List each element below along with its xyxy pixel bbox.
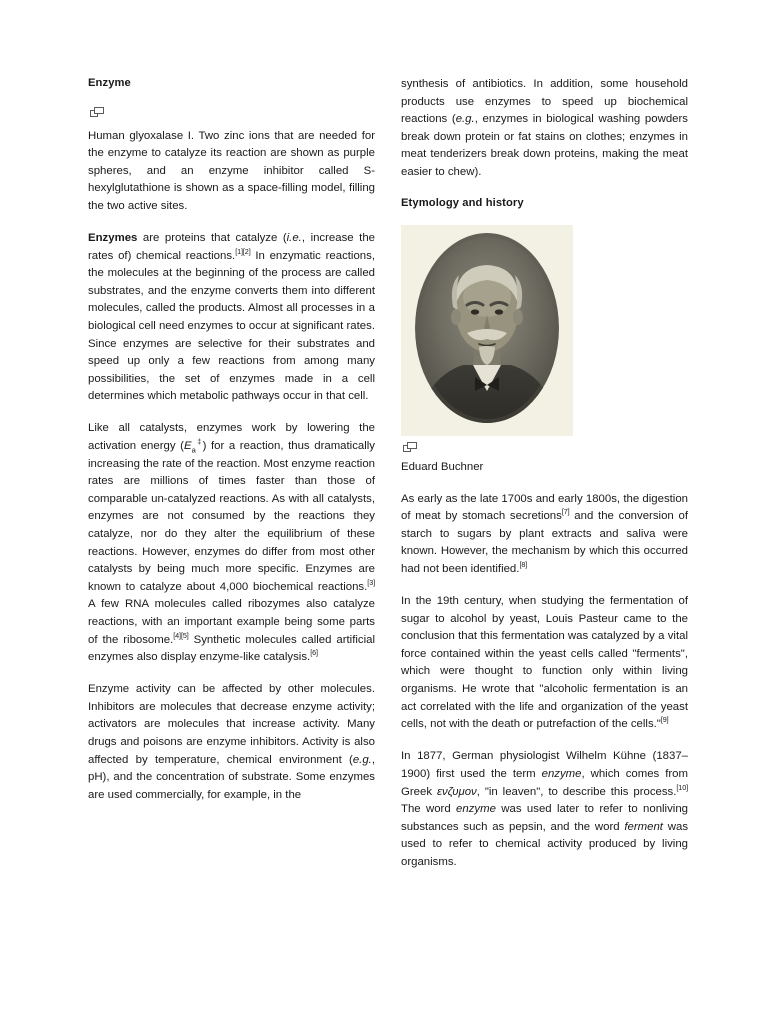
text-run: In enzymatic reactions, the molecules at the beginning of the process are called substrates, and the enzyme converts them into different molecules, called the products. Almost all processes in a biological cell need enzymes to occur at significant rates. Since enzymes are selective for their substrates and speed up only a few reactions from among many possibilities, the set of enzymes made in a cell determines which metabolic pathways occur in that cell. [88, 249, 375, 403]
two-column-body [88, 76, 688, 872]
text-run: , increase the rates of) chemical reactions. [88, 232, 375, 262]
text-run: As early as the late 1700s and early 1800s, the digestion of meat by stomach secretions [401, 492, 688, 523]
enlarge-icon-rect-front [407, 442, 417, 449]
enlarge-icon[interactable] [403, 442, 418, 453]
citation-ref[interactable]: [1][2] [235, 246, 251, 256]
citation-ref[interactable]: [8] [519, 560, 528, 570]
paragraph-pasteur [401, 593, 688, 734]
paragraph-enzyme-activity [88, 681, 375, 804]
term-enzyme-italic: enzyme [541, 767, 582, 780]
text-run: In the 19th century, when studying the fermentation of sugar to alcohol by yeast, Louis Pasteur came to the conclusion that this fermentation was catalyzed by a vital force contained within the yeast cells called "ferments", which were thought to function only within living organisms. He wrote that "alcoholic fermentation is an act correlated with the life and organization of the yeast cells, not with the death or putrefaction of the cells." [401, 595, 688, 731]
paragraph-kuhne [401, 748, 688, 871]
citation-ref[interactable]: [6] [310, 648, 318, 658]
text-run: was used to refer to chemical activity produced by living organisms. [401, 820, 689, 868]
text-run: , "in leaven", to describe this process. [476, 785, 677, 798]
symbol-activation-energy: E [183, 440, 192, 453]
text-run: Enzyme activity can be affected by other molecules. Inhibitors are molecules that decrease enzyme activity; activators are molecules that increase activity. Many drugs and poisons are enzyme inhibitors. Activity is also affected by temperature, chemical environment ( [88, 683, 375, 766]
figure-eduard-buchner [401, 225, 688, 475]
section-heading-etymology: Etymology and history [401, 197, 524, 210]
text-run: Like all catalysts, enzymes work by lowering the activation energy ( [88, 422, 375, 453]
paragraph-early-history [401, 491, 688, 579]
symbol-subscript: a [191, 445, 196, 455]
text-run: In 1877, German physiologist Wilhelm Kühne (1837–1900) first used the term [401, 750, 688, 780]
term-enzymes: Enzymes [88, 232, 138, 245]
enlarge-icon-rect-front [94, 107, 104, 114]
right-column [401, 76, 688, 872]
text-run: , pH), and the concentration of substrate. Some enzymes are used commercially, for example, in the [88, 753, 375, 801]
enlarge-icon[interactable] [90, 107, 105, 118]
term-ferment-italic: ferment [624, 820, 663, 833]
citation-ref[interactable]: [9] [660, 715, 669, 725]
term-enzyme-italic: enzyme [456, 803, 496, 816]
text-run: Synthetic molecules called artificial enzymes also display enzyme-like catalysis. [88, 633, 375, 664]
symbol-double-dagger: ‡ [195, 437, 203, 447]
text-run-italic: e.g. [352, 753, 372, 766]
greek-term: ενζυμον [436, 785, 477, 798]
paragraph-activation-energy [88, 420, 375, 666]
text-run: was used later to refer to nonliving substances such as pepsin, and the word [401, 803, 688, 833]
text-run: ) for a reaction, thus dramatically increasing the rate of the reaction. Most enzyme reaction rates are millions of times faster than those of comparable un-catalyzed reactions. As with all catalysts, enzymes are not consumed by the reactions they catalyze, nor do they alter the equilibrium of these reactions. However, enzymes do differ from most other catalysts by being much more specific. Enzymes are known to catalyze about 4,000 biochemical reactions. [88, 440, 375, 593]
text-run-italic: e.g. [455, 113, 475, 126]
left-column [88, 76, 375, 872]
text-run: The word [401, 803, 457, 816]
text-run: , which comes from Greek [401, 767, 688, 798]
page-title: Enzyme [88, 77, 131, 89]
text-run-italic: i.e. [286, 232, 302, 245]
citation-ref[interactable]: [3] [367, 578, 375, 588]
portrait-image [401, 225, 573, 436]
paragraph-applications [401, 76, 688, 182]
text-run: and the conversion of starch to sugars by plant extracts and saliva were known. However, the mechanism by which this occurred had not been identified. [401, 510, 688, 575]
text-run: synthesis of antibiotics. In addition, some household products use enzymes to speed up biochemical reactions ( [401, 78, 688, 126]
citation-ref[interactable]: [4][5] [173, 630, 189, 640]
citation-ref[interactable]: [7] [561, 507, 570, 517]
citation-ref[interactable]: [10] [676, 782, 688, 792]
text-run: A few RNA molecules called ribozymes also catalyze reactions, with an important example being some parts of the ribosome. [88, 598, 375, 646]
text-run: are proteins that catalyze ( [137, 232, 287, 245]
lead-figure-caption: Human glyoxalase I. Two zinc ions that are needed for the enzyme to catalyze its reaction are shown as purple spheres, and an enzyme inhibitor called S-hexylglutathione is shown as a space-filling model, filling the two active sites. [88, 129, 375, 212]
figure-caption: Eduard Buchner [401, 460, 484, 473]
paragraph-definition [88, 230, 375, 406]
text-run: , enzymes in biological washing powders break down protein or fat stains on clothes; enzymes in meat tenderizers break down proteins, making the meat easier to chew). [401, 113, 688, 178]
